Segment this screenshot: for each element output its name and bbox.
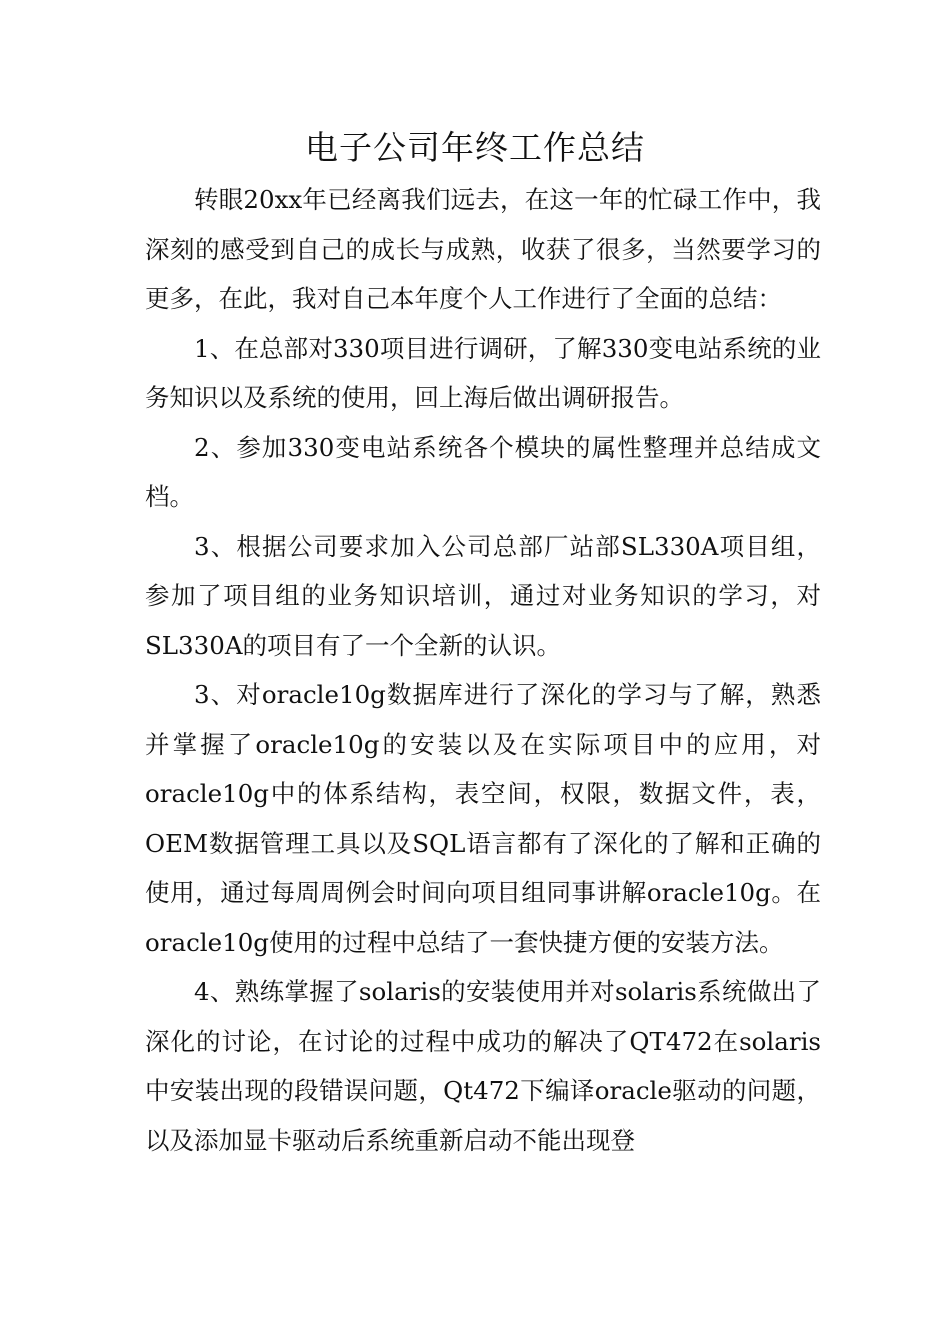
paragraph-intro: 转眼20xx年已经离我们远去，在这一年的忙碌工作中，我深刻的感受到自己的成长与成熟，收获了很多，当然要学习的更多，在此，我对自己本年度个人工作进行了全面的总结： xyxy=(145,185,821,313)
paragraph-item-3b: 3、对oracle10g数据库进行了深化的学习与了解，熟悉并掌握了oracle10g的安装以及在实际项目中的应用，对oracle10g中的体系结构，表空间，权限，数据文件，表，OEM数据管理工具以及SQL语言都有了深化的了解和正确的使用，通过每周周例会时间向项目组同事讲解oracle10g。在oracle10g使用的过程中总结了一套快捷方便的安装方法。 xyxy=(145,680,821,957)
paragraph-item-1: 1、在总部对330项目进行调研，了解330变电站系统的业务知识以及系统的使用，回上海后做出调研报告。 xyxy=(145,333,821,412)
document-body xyxy=(145,175,821,1165)
document-title: 电子公司年终工作总结 xyxy=(305,128,645,167)
paragraph-item-2: 2、参加330变电站系统各个模块的属性整理并总结成文档。 xyxy=(145,432,821,511)
paragraph-item-4: 4、熟练掌握了solaris的安装使用并对solaris系统做出了深化的讨论，在讨论的过程中成功的解决了QT472在solaris中安装出现的段错误问题，Qt472下编译oracle驱动的问题，以及添加显卡驱动后系统重新启动不能出现登 xyxy=(145,977,821,1155)
paragraph-item-3a: 3、根据公司要求加入公司总部厂站部SL330A项目组，参加了项目组的业务知识培训，通过对业务知识的学习，对SL330A的项目有了一个全新的认识。 xyxy=(145,531,821,660)
